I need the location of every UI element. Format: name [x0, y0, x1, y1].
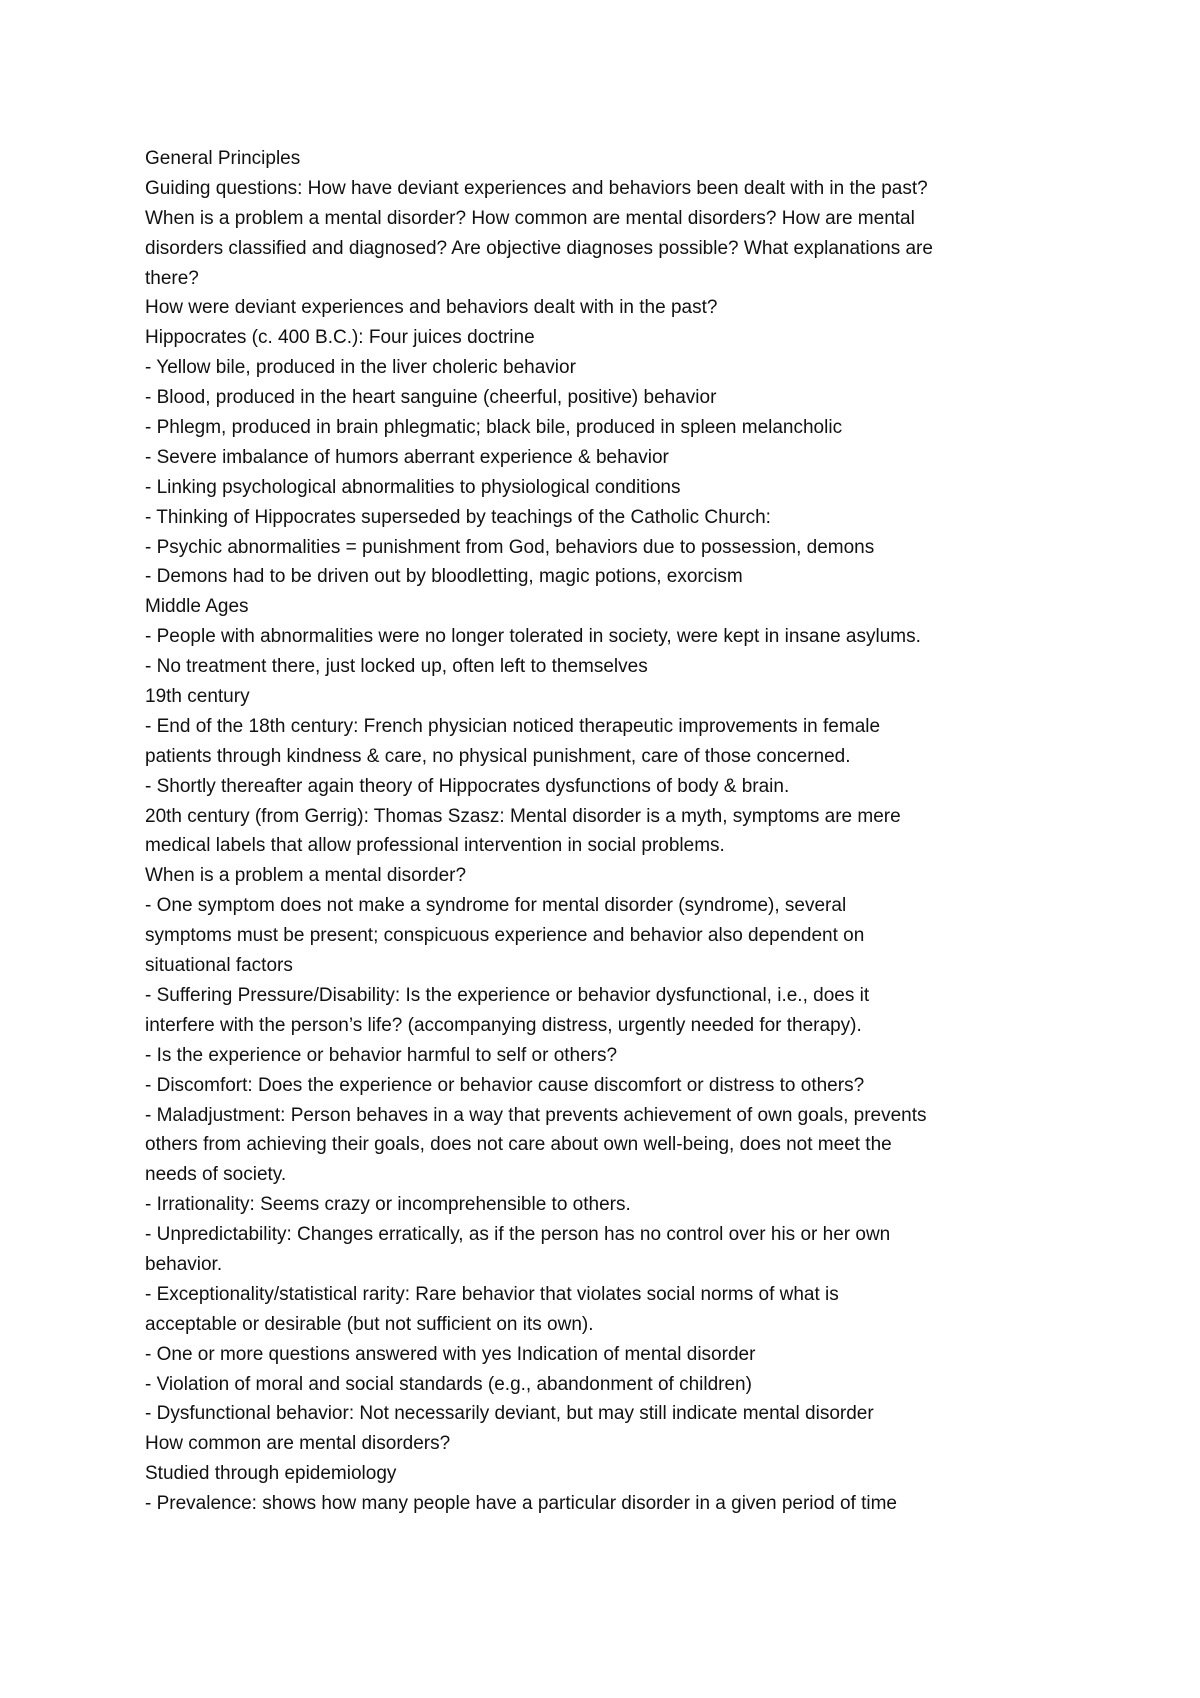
text-line: Hippocrates (c. 400 B.C.): Four juices doctrine [145, 327, 535, 349]
text-line: medical labels that allow professional intervention in social problems. [145, 835, 725, 857]
text-line: disorders classified and diagnosed? Are objective diagnoses possible? What explanations are [145, 237, 933, 259]
bullet-line: - Linking psychological abnormalities to physiological conditions [145, 476, 681, 498]
bullet-line: - Demons had to be driven out by bloodletting, magic potions, exorcism [145, 566, 743, 588]
bullet-line: - Suffering Pressure/Disability: Is the experience or behavior dysfunctional, i.e., does it [145, 984, 870, 1006]
bullet-line: - One symptom does not make a syndrome for mental disorder (syndrome), several [145, 895, 847, 917]
text-line: Studied through epidemiology [145, 1463, 397, 1485]
bullet-line: - Discomfort: Does the experience or behavior cause discomfort or distress to others? [145, 1074, 865, 1096]
text-line: acceptable or desirable (but not sufficient on its own). [145, 1313, 594, 1335]
bullet-line: - Prevalence: shows how many people have a particular disorder in a given period of time [145, 1493, 897, 1515]
bullet-line: - Exceptionality/statistical rarity: Rare behavior that violates social norms of what is [145, 1283, 839, 1305]
bullet-line: - Maladjustment: Person behaves in a way that prevents achievement of own goals, prevents [145, 1104, 927, 1126]
bullet-line: - Dysfunctional behavior: Not necessarily deviant, but may still indicate mental disorder [145, 1403, 874, 1425]
bullet-line: - Phlegm, produced in brain phlegmatic; black bile, produced in spleen melancholic [145, 417, 843, 439]
bullet-line: - Is the experience or behavior harmful to self or others? [145, 1044, 618, 1066]
text-line: Guiding questions: How have deviant experiences and behaviors been dealt with in the past? [145, 177, 928, 199]
bullet-line: - Thinking of Hippocrates superseded by teachings of the Catholic Church: [145, 506, 771, 528]
text-line: When is a problem a mental disorder? How common are mental disorders? How are mental [145, 207, 915, 229]
text-line: needs of society. [145, 1164, 287, 1186]
text-line: 19th century [145, 686, 250, 708]
bullet-line: - No treatment there, just locked up, often left to themselves [145, 656, 648, 678]
bullet-line: - One or more questions answered with yes Indication of mental disorder [145, 1343, 756, 1365]
bullet-line: - Shortly thereafter again theory of Hippocrates dysfunctions of body & brain. [145, 775, 790, 797]
text-line: interfere with the person’s life? (accompanying distress, urgently needed for therapy). [145, 1014, 862, 1036]
bullet-line: - Irrationality: Seems crazy or incomprehensible to others. [145, 1194, 631, 1216]
text-line: How were deviant experiences and behaviors dealt with in the past? [145, 297, 718, 319]
bullet-line: - End of the 18th century: French physician noticed therapeutic improvements in female [145, 715, 881, 737]
text-line: How common are mental disorders? [145, 1433, 451, 1455]
bullet-line: - People with abnormalities were no longer tolerated in society, were kept in insane asylums. [145, 626, 921, 648]
bullet-line: - Blood, produced in the heart sanguine (cheerful, positive) behavior [145, 387, 717, 409]
bullet-line: - Psychic abnormalities = punishment from God, behaviors due to possession, demons [145, 536, 875, 558]
section-heading: General Principles [145, 148, 301, 169]
text-line: symptoms must be present; conspicuous experience and behavior also dependent on [145, 925, 865, 947]
text-line: others from achieving their goals, does not care about own well-being, does not meet the [145, 1134, 892, 1156]
text-line: Middle Ages [145, 596, 249, 618]
document-body [145, 144, 1075, 1519]
bullet-line: - Severe imbalance of humors aberrant experience & behavior [145, 446, 669, 468]
text-line: behavior. [145, 1253, 223, 1275]
text-line: 20th century (from Gerrig): Thomas Szasz: Mental disorder is a myth, symptoms are mere [145, 805, 901, 827]
text-line: situational factors [145, 955, 293, 977]
bullet-line: - Violation of moral and social standards (e.g., abandonment of children) [145, 1373, 752, 1395]
text-line: When is a problem a mental disorder? [145, 865, 467, 887]
bullet-line: - Yellow bile, produced in the liver choleric behavior [145, 357, 576, 379]
text-line: there? [145, 267, 199, 289]
bullet-line: - Unpredictability: Changes erratically, as if the person has no control over his or her own [145, 1224, 891, 1246]
text-line: patients through kindness & care, no physical punishment, care of those concerned. [145, 745, 851, 767]
